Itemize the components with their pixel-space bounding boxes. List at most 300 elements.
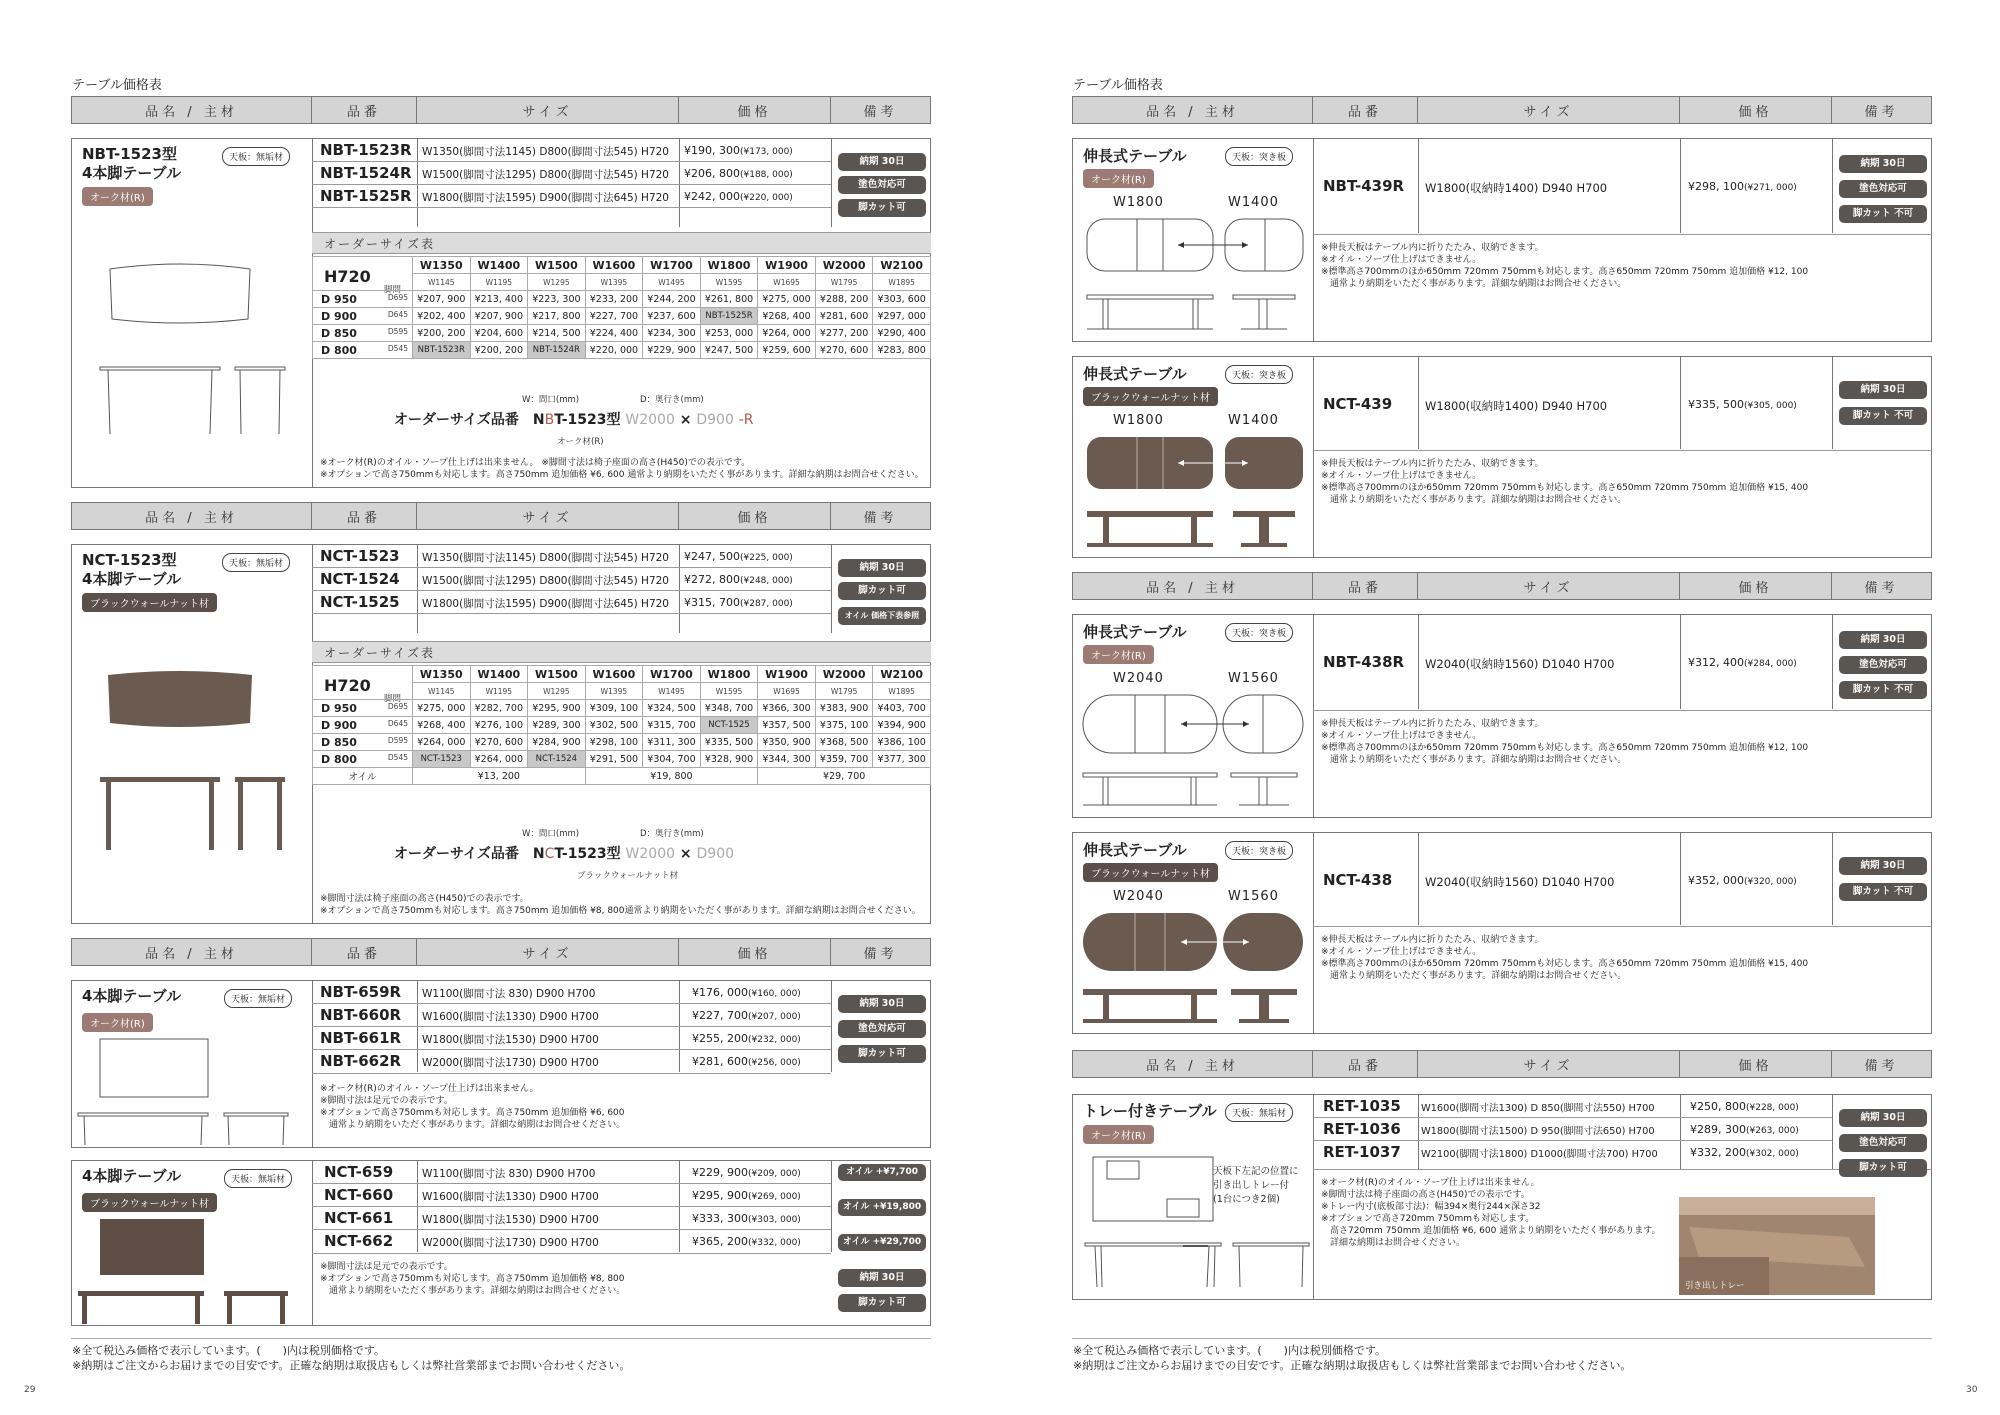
width-header: W1600 [585, 257, 643, 274]
price-cell: ¥275, 000 [413, 700, 471, 717]
top-material-tag: 天板：無垢材 [224, 989, 292, 1008]
header-name: 品名 / 主材 [72, 97, 312, 123]
price-cell: ¥366, 300 [758, 700, 816, 717]
price-cell: ¥234, 300 [643, 325, 701, 342]
width-header: W1700 [643, 257, 701, 274]
price-cell: ¥375, 100 [815, 717, 873, 734]
extension-illustration [1083, 217, 1303, 337]
price-cell: ¥207, 900 [413, 291, 471, 308]
product-price: ¥242, 000(¥220, 000) [684, 190, 793, 203]
product-code: NBT-662R [320, 1052, 402, 1070]
material-badge: オーク材(R) [82, 187, 153, 206]
product-size: W2000(脚間寸法1730) D900 H700 [422, 1057, 599, 1069]
leg-width: W1595 [700, 683, 758, 700]
footer-notes: ※全て税込み価格で表示しています。( )内は税別価格です。 ※納期はご注文からお届けまでの目安です。正確な納期は取扱店もしくは弊社営業部までお問い合わせください。 [1073, 1344, 1632, 1372]
extended-width: W2040 [1113, 671, 1164, 686]
price-cell: ¥244, 200 [643, 291, 701, 308]
price-cell: ¥264, 000 [470, 751, 528, 768]
header-note: 備考 [1864, 104, 1899, 120]
price-cell: ¥264, 000 [413, 734, 471, 751]
product-size: W1100(脚間寸法 830) D900 H700 [422, 988, 596, 1000]
product-name: 4本脚テーブル [82, 987, 182, 1005]
extended-width: W2040 [1113, 889, 1164, 904]
product-name: 伸長式テーブル [1083, 623, 1187, 641]
price-cell: NCT-1524 [528, 751, 586, 768]
product-section-nct-659 [71, 1160, 931, 1326]
price-cell: ¥233, 200 [585, 291, 643, 308]
price-cell: ¥202, 400 [413, 308, 471, 325]
product-size: W1500(脚間寸法1295) D800(脚間寸法545) H720 [422, 575, 669, 587]
table-row [313, 325, 931, 342]
width-header: W1400 [470, 666, 528, 683]
leg-width: W1795 [815, 683, 873, 700]
top-material-tag: 天板：突き板 [1225, 365, 1293, 384]
w-annotation: W：間口(mm) [522, 829, 580, 839]
material-badge: ブラックウォールナット材 [1083, 387, 1218, 406]
width-header: W1500 [528, 257, 586, 274]
product-name: 伸長式テーブル [1083, 841, 1187, 859]
table-row [313, 308, 931, 325]
delivery-badge: 納期 30日 [838, 153, 926, 171]
product-price: ¥247, 500(¥225, 000) [684, 550, 793, 563]
oil-badge: オイル 価格下表参照 [838, 607, 926, 625]
product-code: NCT-439 [1323, 395, 1393, 413]
color-badge: 塗色対応可 [838, 1020, 926, 1038]
header-size: サイズ [417, 939, 679, 965]
material-badge: オーク材(R) [1083, 645, 1154, 664]
depth-cell: D 950 D695 [313, 700, 413, 717]
product-code: NCT-438 [1323, 871, 1393, 889]
leg-width: W1695 [758, 274, 816, 291]
extension-illustration [1081, 911, 1305, 1031]
stored-width: W1560 [1228, 889, 1279, 904]
delivery-badge: 納期 30日 [838, 559, 926, 577]
price-cell: ¥304, 700 [643, 751, 701, 768]
product-code: NBT-439R [1323, 177, 1405, 195]
width-header: W1900 [758, 666, 816, 683]
product-code: NCT-662 [324, 1232, 394, 1250]
leg-width: W1895 [873, 274, 931, 291]
price-cell: ¥350, 900 [758, 734, 816, 751]
width-header: W2100 [873, 257, 931, 274]
price-cell: ¥268, 400 [413, 717, 471, 734]
price-cell: NCT-1525 [700, 717, 758, 734]
product-price: ¥332, 200(¥302, 000) [1690, 1146, 1799, 1159]
header-name: 品名 / 主材 [72, 939, 312, 965]
oil-price: ¥29, 700 [758, 768, 931, 785]
price-cell: NCT-1523 [413, 751, 471, 768]
oil-row [313, 768, 931, 785]
page-number: 30 [1966, 1385, 1978, 1395]
leg-cut-badge: 脚カット可 [838, 199, 926, 217]
order-size-table [312, 665, 931, 785]
material-badge: オーク材(R) [82, 1013, 153, 1032]
product-section-nbt-439 [1072, 138, 1932, 342]
leg-width: W1795 [815, 274, 873, 291]
table-header [1072, 96, 1932, 124]
top-material-tag: 天板：無垢材 [1225, 1103, 1293, 1122]
product-section-nbt-659 [71, 980, 931, 1148]
product-price: ¥312, 400(¥284, 000) [1688, 656, 1797, 669]
height-label: H720 [324, 267, 371, 286]
price-cell: ¥282, 700 [470, 700, 528, 717]
header-code: 品番 [1313, 97, 1418, 123]
product-code: NBT-660R [320, 1006, 402, 1024]
table-header [71, 96, 931, 124]
order-size-table [312, 256, 931, 359]
width-header: W1600 [585, 666, 643, 683]
price-cell: ¥289, 300 [528, 717, 586, 734]
product-code: NCT-1525 [320, 593, 400, 611]
product-price: ¥335, 500(¥305, 000) [1688, 398, 1797, 411]
table-header [1072, 572, 1932, 600]
price-cell: ¥281, 600 [815, 308, 873, 325]
depth-cell: D 850 D595 [313, 734, 413, 751]
price-cell: ¥335, 500 [700, 734, 758, 751]
price-cell: ¥220, 000 [585, 342, 643, 359]
table-row [313, 734, 931, 751]
price-cell: ¥291, 500 [585, 751, 643, 768]
header-code: 品番 [312, 503, 417, 529]
page-title-right: テーブル価格表 [1073, 78, 1163, 93]
leg-cut-badge: 脚カット可 [838, 1294, 926, 1312]
leg-cut-badge: 脚カット可 [838, 582, 926, 600]
product-size: W1600(脚間寸法1330) D900 H700 [422, 1011, 599, 1023]
width-header: W1900 [758, 257, 816, 274]
product-price: ¥227, 700(¥207, 000) [692, 1009, 801, 1022]
product-price: ¥255, 200(¥232, 000) [692, 1032, 801, 1045]
leg-width: W1595 [700, 274, 758, 291]
header-size: サイズ [1418, 1051, 1680, 1077]
tray-note: 天板下左記の位置に 引き出しトレー付 (1台につき2個) [1213, 1166, 1299, 1205]
product-code: NCT-1524 [320, 570, 400, 588]
price-cell: ¥302, 500 [585, 717, 643, 734]
price-cell: ¥224, 400 [585, 325, 643, 342]
price-cell: NBT-1525R [700, 308, 758, 325]
extended-width: W1800 [1113, 195, 1164, 210]
table-illustration [78, 1217, 298, 1317]
leg-width: W1195 [470, 683, 528, 700]
depth-cell: D 800 D545 [313, 751, 413, 768]
width-header: W1800 [700, 666, 758, 683]
header-size: サイズ [417, 503, 679, 529]
depth-cell: D 900 D645 [313, 717, 413, 734]
oil-price: ¥19, 800 [585, 768, 758, 785]
price-cell: ¥204, 600 [470, 325, 528, 342]
section-notes: ※脚間寸法は椅子座面の高さ(H450)での表示です。 ※オプションで高さ750mmも対応します。高さ750mm 追加価格 ¥8, 800通常より納期をいただく事があります。詳細な納期はお問合せください。 [320, 894, 921, 916]
price-cell: ¥223, 300 [528, 291, 586, 308]
table-row [313, 751, 931, 768]
width-header: W1400 [470, 257, 528, 274]
price-cell: ¥311, 300 [643, 734, 701, 751]
extended-width: W1800 [1113, 413, 1164, 428]
oil-badge: オイル +¥19,800 [838, 1199, 926, 1216]
product-code: NCT-661 [324, 1209, 394, 1227]
product-size: W2000(脚間寸法1730) D900 H700 [422, 1237, 599, 1249]
header-code: 品番 [312, 97, 417, 123]
page-number: 29 [24, 1385, 36, 1395]
product-price: ¥352, 000(¥320, 000) [1688, 874, 1797, 887]
product-section-nbt-1523 [71, 138, 931, 488]
delivery-badge: 納期 30日 [1839, 631, 1927, 649]
header-note: 備考 [1864, 580, 1899, 596]
product-code: NBT-1524R [320, 164, 412, 182]
top-material-tag: 天板：無垢材 [222, 147, 290, 166]
leg-cut-badge: 脚カット 不可 [1839, 681, 1927, 699]
leg-width: W1295 [528, 683, 586, 700]
page-title-left: テーブル価格表 [72, 78, 162, 93]
table-row [313, 700, 931, 717]
price-cell: ¥200, 200 [470, 342, 528, 359]
delivery-badge: 納期 30日 [1839, 155, 1927, 173]
material-annotation: ブラックウォールナット材 [577, 871, 679, 881]
price-cell: ¥309, 100 [585, 700, 643, 717]
stored-width: W1400 [1228, 195, 1279, 210]
price-cell: ¥268, 400 [758, 308, 816, 325]
price-cell: NBT-1524R [528, 342, 586, 359]
product-size: W1800(収納時1400) D940 H700 [1425, 181, 1608, 195]
price-cell: ¥276, 100 [470, 717, 528, 734]
product-price: ¥295, 900(¥269, 000) [692, 1189, 801, 1202]
height-cell [313, 666, 413, 700]
product-size: W1800(脚間寸法1595) D900(脚間寸法645) H720 [422, 192, 669, 204]
leg-cut-badge: 脚カット 不可 [1839, 883, 1927, 901]
top-material-tag: 天板：無垢材 [224, 1169, 292, 1188]
leg-width: W1495 [643, 274, 701, 291]
product-size: W1600(脚間寸法1300) D 850(脚間寸法550) H700 [1421, 1103, 1655, 1114]
price-cell: ¥303, 600 [873, 291, 931, 308]
product-price: ¥315, 700(¥287, 000) [684, 596, 793, 609]
price-cell: ¥253, 000 [700, 325, 758, 342]
price-cell: ¥348, 700 [700, 700, 758, 717]
section-notes: ※伸長天板はテーブル内に折りたたみ、収納できます。 ※オイル・ソープ仕上げはできません。 ※標準高さ700mmのほか650mm 720mm 750mmも対応します。高さ650mm 720mm 750mm 追加価格 ¥15, 400 通常より納期をいただく事があります。詳細な納期はお問合せください。 [1321, 935, 1809, 981]
product-code: NBT-661R [320, 1029, 402, 1047]
table-illustration [1083, 1239, 1313, 1299]
price-cell: ¥247, 500 [700, 342, 758, 359]
product-price: ¥298, 100(¥271, 000) [1688, 180, 1797, 193]
leg-cut-badge: 脚カット可 [1839, 1159, 1927, 1177]
product-code: NCT-659 [324, 1163, 394, 1181]
price-cell: ¥295, 900 [528, 700, 586, 717]
table-row [313, 717, 931, 734]
header-size: サイズ [1418, 97, 1680, 123]
delivery-badge: 納期 30日 [838, 1269, 926, 1287]
price-cell: ¥290, 400 [873, 325, 931, 342]
table-illustration [100, 665, 280, 815]
price-cell: ¥270, 600 [470, 734, 528, 751]
price-cell: ¥403, 700 [873, 700, 931, 717]
top-material-tag: 天板：突き板 [1225, 147, 1293, 166]
product-price: ¥281, 600(¥256, 000) [692, 1055, 801, 1068]
header-note: 備考 [863, 946, 898, 962]
price-cell: ¥259, 600 [758, 342, 816, 359]
section-notes: ※伸長天板はテーブル内に折りたたみ、収納できます。 ※オイル・ソープ仕上げはできません。 ※標準高さ700mmのほか650mm 720mm 750mmも対応します。高さ650mm 720mm 750mm 追加価格 ¥15, 400 通常より納期をいただく事があります。詳細な納期はお問合せください。 [1321, 459, 1809, 505]
product-price: ¥206, 800(¥188, 000) [684, 167, 793, 180]
price-cell: ¥386, 100 [873, 734, 931, 751]
material-badge: ブラックウォールナット材 [82, 1193, 217, 1212]
product-price: ¥365, 200(¥332, 000) [692, 1235, 801, 1248]
order-code-example: オーダーサイズ品番 NBT-1523型 W2000 × D900 -R [394, 412, 754, 428]
table-illustration [78, 1037, 298, 1137]
d-annotation: D：奥行き(mm) [640, 829, 704, 839]
product-size: W1100(脚間寸法 830) D900 H700 [422, 1168, 596, 1180]
header-name: 品名 / 主材 [1073, 97, 1313, 123]
price-cell: ¥383, 900 [815, 700, 873, 717]
product-name: トレー付きテーブル [1083, 1102, 1217, 1120]
delivery-badge: 納期 30日 [1839, 381, 1927, 399]
product-name: 伸長式テーブル [1083, 365, 1187, 383]
price-cell: ¥283, 800 [873, 342, 931, 359]
product-section-nct-439 [1072, 356, 1932, 558]
product-name [82, 145, 181, 183]
header-code: 品番 [312, 939, 417, 965]
price-cell: NBT-1523R [413, 342, 471, 359]
product-size: W1800(脚間寸法1530) D900 H700 [422, 1034, 599, 1046]
price-cell: ¥261, 800 [700, 291, 758, 308]
product-section-nct-438 [1072, 832, 1932, 1034]
product-code: RET-1037 [1323, 1143, 1401, 1161]
product-price: ¥176, 000(¥160, 000) [692, 986, 801, 999]
leg-width: W1395 [585, 683, 643, 700]
material-badge: ブラックウォールナット材 [82, 593, 217, 612]
table-header [71, 938, 931, 966]
stored-width: W1560 [1228, 671, 1279, 686]
extension-illustration [1081, 693, 1305, 813]
price-cell: ¥227, 700 [585, 308, 643, 325]
product-name: 4本脚テーブル [82, 1167, 182, 1185]
d-annotation: D：奥行き(mm) [640, 395, 704, 405]
product-size: W1350(脚間寸法1145) D800(脚間寸法545) H720 [422, 146, 669, 158]
leg-cut-badge: 脚カット可 [838, 1045, 926, 1063]
section-notes: ※オーク材(R)のオイル・ソープ仕上げは出来ません。 ※脚間寸法は椅子座面の高さ(H450)での表示です。 ※オプションで高さ750mmも対応します。高さ750mm 追加価格 ¥6, 600 通常より納期をいただく事があります。詳細な納期はお問合せください。 [320, 458, 924, 480]
extension-illustration [1083, 435, 1303, 555]
header-name: 品名 / 主材 [1073, 573, 1313, 599]
header-size: サイズ [1418, 573, 1680, 599]
material-badge: オーク材(R) [1083, 169, 1154, 188]
material-badge: オーク材(R) [1083, 1125, 1154, 1144]
depth-cell: D 900 D645 [313, 308, 413, 325]
leg-width: W1145 [413, 683, 471, 700]
width-header: W1350 [413, 257, 471, 274]
product-size: W1800(収納時1400) D940 H700 [1425, 399, 1608, 413]
price-cell: ¥357, 500 [758, 717, 816, 734]
delivery-badge: 納期 30日 [838, 995, 926, 1013]
price-cell: ¥277, 200 [815, 325, 873, 342]
header-note: 備考 [863, 510, 898, 526]
header-size: サイズ [417, 97, 679, 123]
table-illustration [100, 249, 280, 399]
product-price: ¥190, 300(¥173, 000) [684, 144, 793, 157]
price-cell: ¥237, 600 [643, 308, 701, 325]
depth-cell: D 800 D545 [313, 342, 413, 359]
top-material-tag: 天板：突き板 [1225, 841, 1293, 860]
price-cell: ¥368, 500 [815, 734, 873, 751]
width-header: W1800 [700, 257, 758, 274]
price-cell: ¥288, 200 [815, 291, 873, 308]
leg-span-label: 脚間 [384, 694, 402, 704]
tray-position-illustration [1093, 1157, 1223, 1227]
product-section-ret-1035 [1072, 1094, 1932, 1300]
oil-badge: オイル +¥7,700 [838, 1164, 926, 1181]
oil-badge: オイル +¥29,700 [838, 1234, 926, 1251]
product-size: W1500(脚間寸法1295) D800(脚間寸法545) H720 [422, 169, 669, 181]
leg-width: W1145 [413, 274, 471, 291]
color-badge: 塗色対応可 [1839, 1134, 1927, 1152]
delivery-badge: 納期 30日 [1839, 1109, 1927, 1127]
price-cell: ¥200, 200 [413, 325, 471, 342]
header-note: 備考 [863, 104, 898, 120]
leg-width: W1495 [643, 683, 701, 700]
product-name: 伸長式テーブル [1083, 147, 1187, 165]
order-size-title: オーダーサイズ表 [312, 232, 931, 254]
depth-cell: D 850 D595 [313, 325, 413, 342]
stored-width: W1400 [1228, 413, 1279, 428]
price-cell: ¥207, 900 [470, 308, 528, 325]
width-header: W2100 [873, 666, 931, 683]
price-cell: ¥270, 600 [815, 342, 873, 359]
section-notes: ※オーク材(R)のオイル・ソープ仕上げは出来ません。 ※脚間寸法は足元での表示です。 ※オプションで高さ750mmも対応します。高さ750mm 追加価格 ¥6, 600 通常より納期をいただく事があります。詳細な納期はお問合せください。 [320, 1084, 626, 1130]
oil-label: オイル [313, 768, 413, 785]
header-price: 価格 [1680, 573, 1832, 599]
leg-cut-badge: 脚カット 不可 [1839, 205, 1927, 223]
product-type: 4本脚テーブル [82, 164, 182, 182]
leg-cut-badge: 脚カット 不可 [1839, 407, 1927, 425]
product-size: W1800(脚間寸法1500) D 950(脚間寸法650) H700 [1421, 1126, 1655, 1137]
product-code: RET-1036 [1323, 1120, 1401, 1138]
delivery-badge: 納期 30日 [1839, 857, 1927, 875]
color-badge: 塗色対応可 [838, 176, 926, 194]
product-price: ¥272, 800(¥248, 000) [684, 573, 793, 586]
price-cell: ¥315, 700 [643, 717, 701, 734]
order-code-example: オーダーサイズ品番 NCT-1523型 W2000 × D900 [394, 846, 735, 862]
product-section-nbt-438 [1072, 614, 1932, 818]
product-price: ¥333, 300(¥303, 000) [692, 1212, 801, 1225]
product-size: W1350(脚間寸法1145) D800(脚間寸法545) H720 [422, 552, 669, 564]
product-size: W1600(脚間寸法1330) D900 H700 [422, 1191, 599, 1203]
table-row [313, 342, 931, 359]
material-badge: ブラックウォールナット材 [1083, 863, 1218, 882]
header-name: 品名 / 主材 [72, 503, 312, 529]
price-cell: ¥275, 000 [758, 291, 816, 308]
section-notes: ※脚間寸法は足元での表示です。 ※オプションで高さ750mmも対応します。高さ750mm 追加価格 ¥8, 800 通常より納期をいただく事があります。詳細な納期はお問合せください。 [320, 1262, 626, 1296]
w-annotation: W：間口(mm) [522, 395, 580, 405]
product-code: NCT-1523 [320, 547, 400, 565]
price-cell: ¥297, 000 [873, 308, 931, 325]
product-code: NCT-660 [324, 1186, 394, 1204]
header-note: 備考 [1864, 1058, 1899, 1074]
header-code: 品番 [1313, 1051, 1418, 1077]
header-name: 品名 / 主材 [1073, 1051, 1313, 1077]
color-badge: 塗色対応可 [1839, 656, 1927, 674]
product-price: ¥289, 300(¥263, 000) [1690, 1123, 1799, 1136]
header-price: 価格 [679, 939, 831, 965]
top-material-tag: 天板：突き板 [1225, 623, 1293, 642]
leg-width: W1395 [585, 274, 643, 291]
section-notes: ※伸長天板はテーブル内に折りたたみ、収納できます。 ※オイル・ソープ仕上げはできません。 ※標準高さ700mmのほか650mm 720mm 750mmも対応します。高さ650mm 720mm 750mm 追加価格 ¥12, 100 通常より納期をいただく事があります。詳細な納期はお問合せください。 [1321, 719, 1809, 765]
header-price: 価格 [1680, 97, 1832, 123]
price-cell: ¥377, 300 [873, 751, 931, 768]
product-size: W1800(脚間寸法1595) D900(脚間寸法645) H720 [422, 598, 669, 610]
depth-cell: D 950 D695 [313, 291, 413, 308]
product-size: W1800(脚間寸法1530) D900 H700 [422, 1214, 599, 1226]
price-cell: ¥284, 900 [528, 734, 586, 751]
header-price: 価格 [1680, 1051, 1832, 1077]
product-code: NBT-1523R [320, 141, 412, 159]
width-header: W2000 [815, 257, 873, 274]
table-row [313, 291, 931, 308]
oil-price: ¥13, 200 [413, 768, 586, 785]
leg-width: W1895 [873, 683, 931, 700]
